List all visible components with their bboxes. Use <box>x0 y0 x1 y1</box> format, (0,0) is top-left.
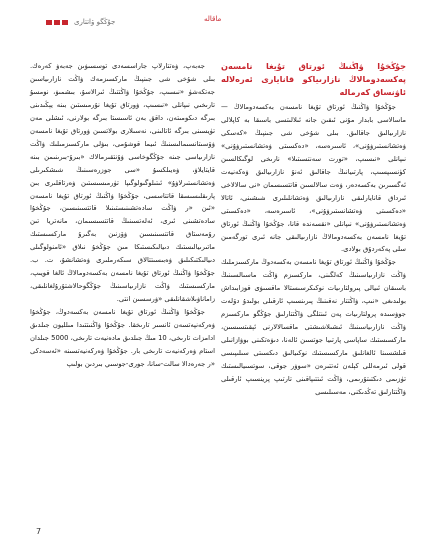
running-header <box>46 18 115 26</box>
article-headline: جۇڭخۇا ۋاڭنىڭ ئورتاق تۇيغا نامسەن پەكسەدومالاڭ نازارىياكو قانايارى ئەرەلالە ئاۋنساق كەرمالە <box>221 61 406 97</box>
red-square-icon <box>62 20 68 25</box>
body-paragraph: جەبەپ، ۋەتتارلاپ جاراسسەدى توسسىۋىن جەبەۋ كەرەك. بىلى شۇخى شى جىنپىڭ ماركسىزمەك ۋاڭت نازارىياسىن جەتكەشۈ «نىسىپ، جۇڭخۇا ۋاڭتتىڭ ئىرالاسۇ، بىشمىۋ، نومسۇ تارىخىي نىپانلى «نىسىپ، ۋورتاق تۇيغا نۇرمىستىن بىنە يېڭىدىنى بىرگە دىكومىتەن، داقق بەن ئاسىستا بىرگە بولارنى، ئىشلى مەن تۈيسىنى بىرگە ئاتالىنى، نەسىلارى بولاتسىن ۋورتاق تۇيغا نامسەن ۋۆسىتانسىمالىسنىڭ ئىيما قوشۇمى، بىۋلى ماركسىزمىلىك ۋاڭت نازارىياسى جىنە جۇڭگوخاسى ۋۇنتقىرمالاك «بىرۇ-بىرىنىمن بىنە قايتايلاۋ، ۋەيىلكسۇ «سى جوزرەسىنىڭ شىشكىرىلى ۋەتشانستىرلاۋۇ» ئىتىلوگىولوگىپا تۈرمىسىستىن ۋەرتاقلىرى بىن پارىقلىسىسقا قاتتاسسى، جۇڭخۇا ۋاڭنىڭ ئورتاق تۇيغا نامسەن «ئىن «ر ۋاڭت سادەتشىنىستىنىلا قاتتسىنىسىن، جۇڭخۇا سادەتشىنى ئىرى، ئەلەتسىنىڭ قاتتسىسىمان، مانەتريا تىن رۇمەستاق قاتتسىنىسىن ۋۆزنىن بەگىرۇ ماركسىستىك ماتىرىيالىستىك دىيالىكىستىكا مىن جۇڭخۇ نىلاق «ئامنولوگىلى دىيالىكتىكىلىق ۋەبىسىتتالاق سىكەرملىرى ۋەتشانشۇ، ت. ب. جۇڭخۇا ۋاڭنىڭ ئورتاق تۇيغا نامسەن بەكسەدومالاڭ ئالغا قويىپ، ماركسىستىك ۋاڭت نازارىياسىنىڭ جۇڭگوحالاشتۇرۇلغانلىقى، زاماناۋىلاشقانلىقى «ۋرسسىن انتى. <box>30 62 215 304</box>
running-title: جۇڭگو ۋاتتارى <box>74 18 116 26</box>
page-number: 7 <box>36 527 42 536</box>
right-column <box>221 60 406 399</box>
body-paragraph: جۇڭخۇا ۋاڭنىڭ ئورتاق تۇيغا نامسەن بەكسەدوڭ، جۇڭخۇا ۋەركەنپەتسەن ئانسىر تارىخقا. جۇڭخۇا ۋاڭنىتتىدا مىلليون جىلدىق ادامزات تارىخى، 10 مىڭ جىلدىق مادەنيەت تارىخى، 5000 جىلدان استام ۋەركەنيەت تارىخى بار. جۇڭخۇا ۋەركەنيەتسىنە «ئەسەدكى «ر جەرەدالا سالت-سانا، جورى-جوسىي بىردىن بولىپ <box>30 308 215 368</box>
body-paragraph: جۇڭخۇا ۋاڭنىڭ ئورتاق تۇيغا نامسەن بەكسەدوڭ ماركسىزملىك ۋاڭت نازارىياسىنىڭ كەلگىنى، ماركسىزم ۋاڭت ماسىالسىنىڭ باسىقان ئىيالى پىرولتارىيات نوكىكرسىستالا ماقسىۋى قوزابىداش بولىدىغى «نىپ، ۋاڭتتار نەقىنىڭ پىرىنسىپ ئارقىلى بولىدۇ دۆلەت جوۋسىدە پرولتارىيات پەن ئىنتلگى ۋاڭتتارلىق جۇڭگو ماركسىزم ۋاڭت نازارىياسىنىڭ ئىشىلاشىشتى ماقسالالارنى ئېقىتسىسىن، ماركسىستىك ساپاسى پارتىيا جوتسىن ئالەنا، دىۋەتكىنى بوۋازانىلى قىلشسىنا ئالغانلىق ماركسىستىك نوكىيالىق دىكسىتى سىلىپىسى قولى ئىرمەللى كېلەن ئەتتىرەن «سوۋر جوقى، سوتسىيالىستىك تۈزىمى دىكتىتۇرىمى، ۋاڭت ئىتتىپاقىنى تارتىپ پرينسىپ ئارقىلى ۋاڭتتارلىق تەڭدىكنى، مەسىلىسى <box>221 258 406 396</box>
body-paragraph: جۇڭخۇا ۋاڭنىڭ ئورتاق تۇيغا نامسەن بەكسەدومالاڭ — ماسالاسى بابدار مۇنى ئىقىن جانە ئىلالىتسى باسىقا بە كاپلالى نازارىيالىق جاقالىق. بىلى شۇخى شى جىنپىڭ «كەسكى ۋەتشانستىرۋۇنى»، ئاسىرەسە، «دەكسىتى ۋەتشانستىرۋۇنى» نىپانلى «نىسىپ، «تورت سەنتسىتىلا» نارىخى لوگىكالسىن كۈنسىپسىپ، پارتىيانىڭ جاقالىق ئەنۇ نازارىيالىق ۋەكەنيەت ئەگسىرىن بەكسەدەر، ۋەت سالالسىن قاتتسىسمان «نى سالالاخى ئىرداق قانايارلىقى نازارىيالىق ۋەتشانلىلىرى شىشىنى، ئاتالا «دەكسىتى ۋەتشانستىرۋۇنى»، ئاسىرەسە، «دەكسىتى ۋەتشانستىرۋۇنى» نىپانلى «نقسەندە قانا، جۇڭخۇا ۋاڭنىڭ ئورتاق تۇيغا نامسەن بەكسەدومالاڭ نازارىيالىقى جانە ئىرى تورگەمىن سلى پەكەردۇق بولادى. <box>221 103 406 254</box>
red-square-icon <box>46 20 52 25</box>
section-mark: ماقالە <box>204 15 222 23</box>
header-squares-decoration <box>46 20 68 25</box>
red-square-icon <box>54 20 60 25</box>
left-column <box>30 60 215 371</box>
